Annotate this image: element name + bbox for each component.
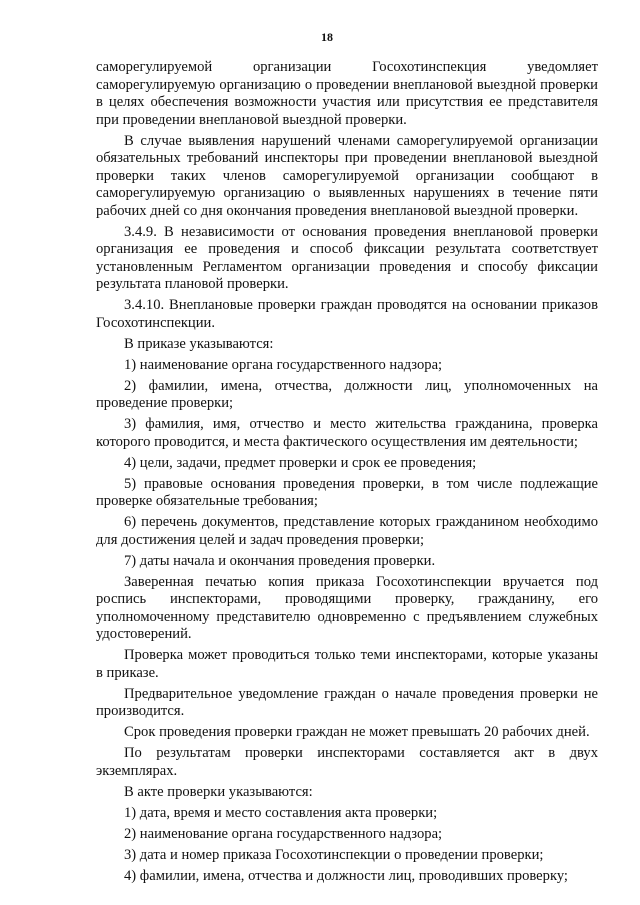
paragraph: 5) правовые основания проведения проверки, в том числе подлежащие проверке обязательные требования; [96,475,598,509]
paragraph: В приказе указываются: [124,335,274,352]
paragraph: 7) даты начала и окончания проведения проверки. [124,552,436,569]
paragraph: По результатам проверки инспекторами составляется акт в двух экземплярах. [96,745,598,779]
paragraph: 3.4.9. В независимости от основания проведения внеплановой проверки организация ее проведения и способ фиксации результата соответствует установленным Регламентом организации проведения и способу фиксации результата плановой проверки. [96,223,598,292]
paragraph: 1) дата, время и место составления акта проверки; [124,804,438,821]
paragraph: 1) наименование органа государственного надзора; [124,356,443,373]
paragraph: Срок проведения проверки граждан не может превышать 20 рабочих дней. [124,724,590,740]
page-number: 18 [321,30,333,44]
paragraph: 4) цели, задачи, предмет проверки и срок ее проведения; [124,454,477,471]
paragraph: 2) наименование органа государственного надзора; [124,825,443,842]
paragraph: 2) фамилии, имена, отчества, должности лиц, уполномоченных на проведение проверки; [96,377,598,411]
paragraph: 3) фамилия, имя, отчество и место жительства гражданина, проверка которого проводится, и места фактического осуществления им деятельности; [96,416,598,450]
paragraph: Заверенная печатью копия приказа Госохотинспекции вручается под роспись инспекторами, проводящими проверку, гражданину, его уполномоченному представителю одновременно с предъявлением служебных удостоверений. [96,573,598,642]
paragraph: 3.4.10. Внеплановые проверки граждан проводятся на основании приказов Госохотинспекции. [96,297,598,331]
paragraph: В акте проверки указываются: [124,783,313,800]
paragraph: 6) перечень документов, представление которых гражданином необходимо для достижения целей и задач проведения проверки; [96,514,598,548]
paragraph: В случае выявления нарушений членами саморегулируемой организации обязательных требований инспекторы при проведении внеплановой выездной проверки таких членов саморегулируемой организации сообщают в саморегулируемую организацию о выявленных нарушениях в течение пяти рабочих дней со дня окончания проведения внеплановой выездной проверки. [96,132,598,219]
paragraph: 4) фамилии, имена, отчества и должности лиц, проводивших проверку; [124,867,568,884]
paragraph: Проверка может проводиться только теми инспекторами, которые указаны в приказе. [96,647,598,681]
paragraph: Предварительное уведомление граждан о начале проведения проверки не производится. [96,685,598,719]
paragraph: саморегулируемой организации Госохотинспекция уведомляет саморегулируемую организацию о проведении внеплановой выездной проверки в целях обеспечения возможности участия или присутствия ее представителя при проведении внеплановой выездной проверки. [96,59,598,128]
paragraph: 3) дата и номер приказа Госохотинспекции о проведении проверки; [124,846,544,863]
document-body [96,59,598,885]
